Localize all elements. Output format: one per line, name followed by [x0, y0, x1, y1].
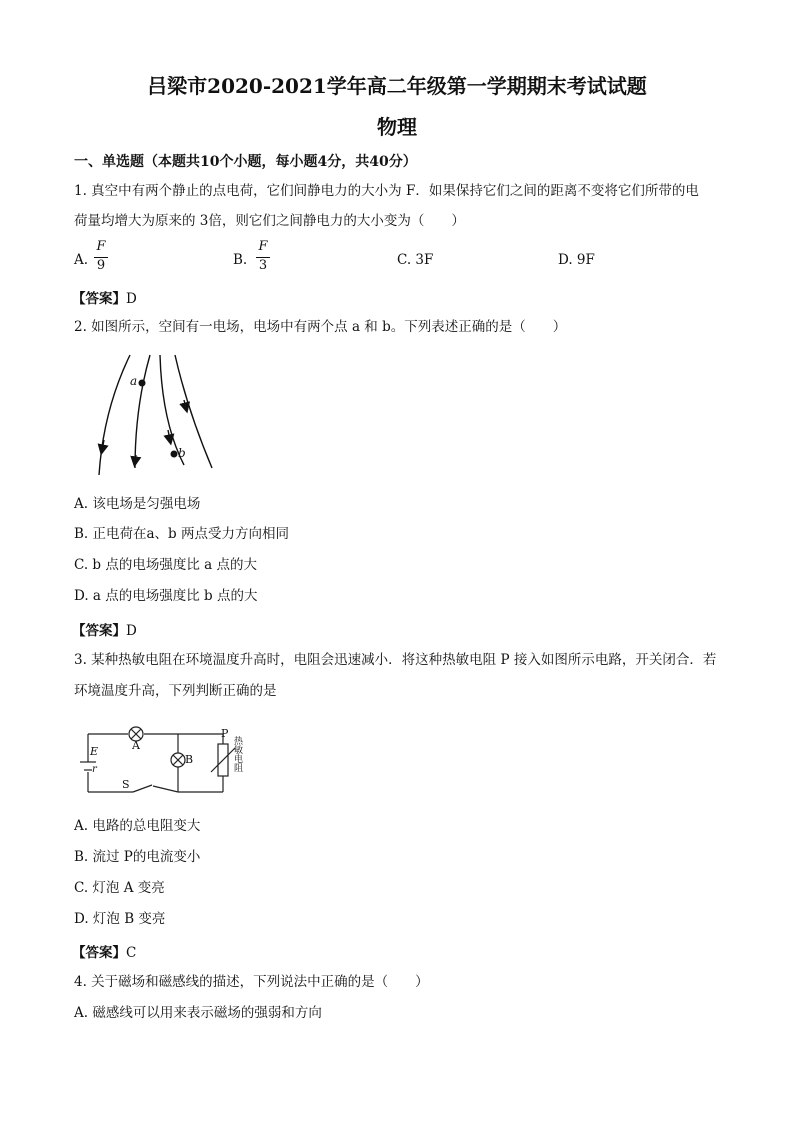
q2-option-d: D. a 点的电场强度比 b 点的大 — [74, 588, 258, 604]
q2-option-a: A. 该电场是匀强电场 — [74, 496, 201, 512]
q3-label-A: A — [132, 739, 140, 752]
q2-stem: 2. 如图所示，空间有一电场，电场中有两个点 a 和 b。下列表述正确的是（ ） — [74, 319, 567, 335]
q1-option-b-numerator: F — [258, 239, 268, 254]
q1-option-d: D. 9F — [558, 252, 595, 268]
q3-answer — [72, 941, 136, 961]
q2-answer — [72, 619, 137, 639]
point-a — [139, 380, 146, 387]
q3-label-P: P — [221, 727, 229, 740]
q4-option-a: A. 磁感线可以用来表示磁场的强弱和方向 — [74, 1005, 322, 1021]
q2-answer-tag: 【答案】 — [72, 623, 126, 639]
q1-answer — [72, 287, 137, 307]
field-line-1 — [99, 355, 130, 475]
q1-option-b-label: B. — [233, 252, 248, 268]
q2-option-b: B. 正电荷在a、b 两点受力方向相同 — [74, 526, 289, 542]
q2-answer-value: D — [126, 623, 137, 639]
q1-stem-line1: 1. 真空中有两个静止的点电荷，它们间静电力的大小为 F．如果保持它们之间的距离不变将它们所带的电 — [74, 183, 699, 199]
q1-answer-tag: 【答案】 — [72, 291, 126, 307]
q2-electric-field-figure — [88, 350, 223, 480]
q4-stem: 4. 关于磁场和磁感线的描述，下列说法中正确的是（ ） — [74, 974, 429, 990]
page-title: 吕梁市2020-2021学年高二年级第一学期期末考试试题 — [147, 74, 647, 98]
field-line-2 — [135, 355, 150, 468]
q3-option-b: B. 流过 P的电流变小 — [74, 849, 201, 865]
q1-option-a-numerator: F — [96, 239, 106, 254]
q3-option-a: A. 电路的总电阻变大 — [74, 818, 201, 834]
page-subtitle: 物理 — [377, 115, 417, 139]
q1-option-a-label: A. — [74, 252, 89, 268]
q3-answer-value: C — [126, 945, 137, 961]
q3-label-r: r — [92, 764, 97, 775]
q3-thermistor-caption: 热敏电阻 — [234, 737, 244, 774]
section-heading: 一、单选题（本题共10个小题，每小题4分，共40分） — [74, 154, 417, 170]
q3-label-S: S — [122, 778, 130, 791]
q1-option-a-denominator: 9 — [96, 258, 106, 273]
q3-answer-tag: 【答案】 — [72, 945, 126, 961]
q1-option-b-denominator: 3 — [258, 258, 268, 273]
q2-option-c: C. b 点的电场强度比 a 点的大 — [74, 557, 257, 573]
q1-option-c: C. 3F — [397, 252, 434, 268]
q3-label-E: E — [90, 745, 99, 758]
q3-option-d: D. 灯泡 B 变亮 — [74, 911, 166, 927]
q3-stem-line2: 环境温度升高，下列判断正确的是 — [74, 683, 277, 699]
q2-label-a: a — [130, 374, 138, 388]
q3-option-c: C. 灯泡 A 变亮 — [74, 880, 165, 896]
q3-stem-line1: 3. 某种热敏电阻在环境温度升高时，电阻会迅速减小．将这种热敏电阻 P 接入如图所示电路，开关闭合．若 — [74, 652, 717, 668]
point-b — [171, 451, 178, 458]
q2-label-b: b — [178, 446, 186, 460]
q1-stem-line2: 荷量均增大为原来的 3倍，则它们之间静电力的大小变为（ ） — [74, 213, 465, 229]
q3-label-B: B — [185, 753, 194, 766]
q1-answer-value: D — [126, 291, 137, 307]
